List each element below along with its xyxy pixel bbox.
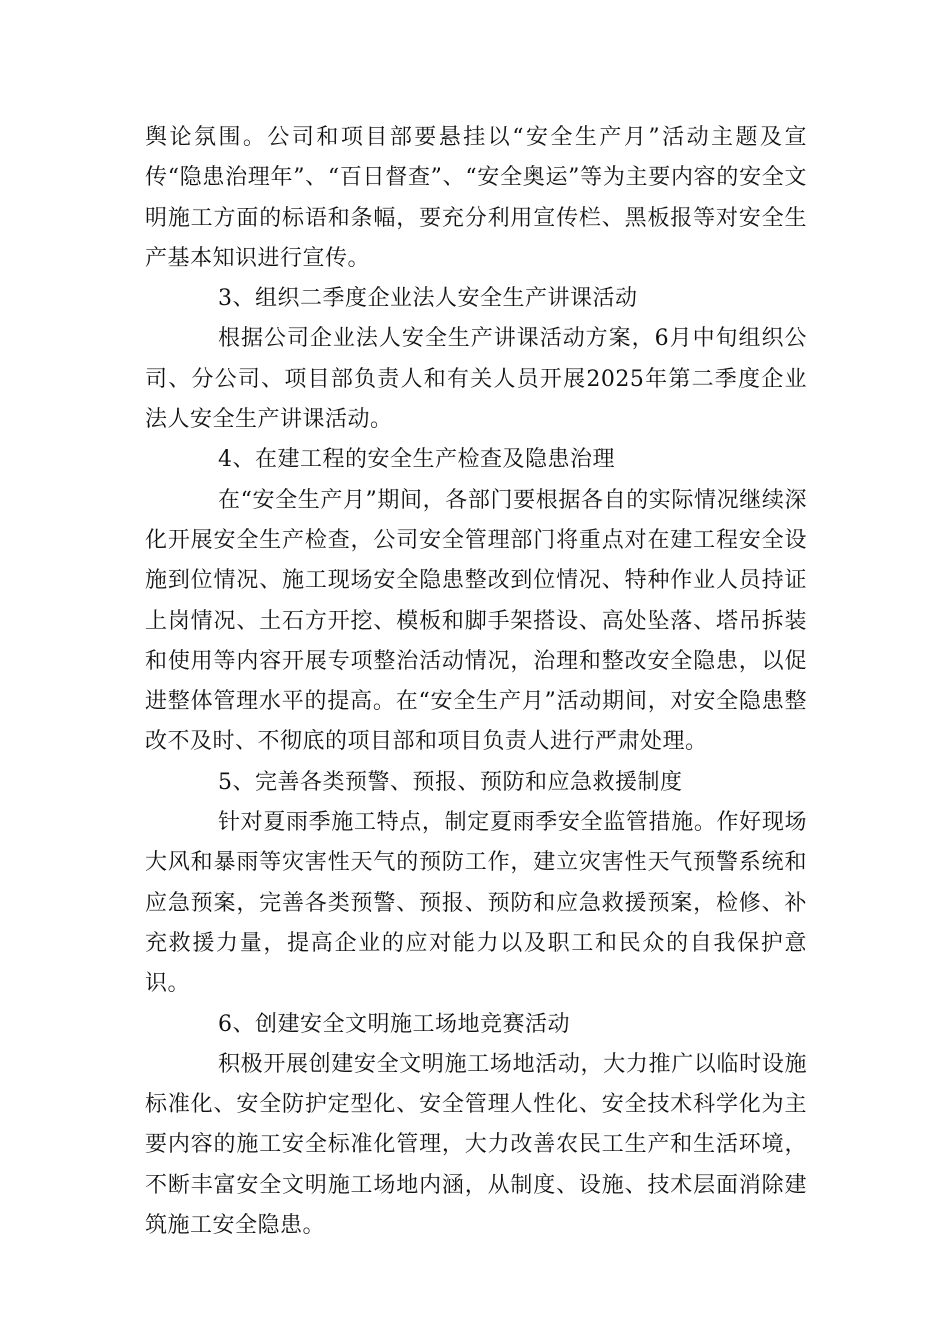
section-heading-3: 3、组织二季度企业法人安全生产讲课活动 xyxy=(218,286,638,312)
document-body xyxy=(145,118,807,1246)
paragraph-section-5: 针对夏雨季施工特点，制定夏雨季安全监管措施。作好现场大风和暴雨等灾害性天气的预防工作，建立灾害性天气预警系统和应急预案，完善各类预警、预报、预防和应急救援预案，检修、补充救援力量，提高企业的应对能力以及职工和民众的自我保护意识。 xyxy=(145,810,807,997)
paragraph-section-3: 根据公司企业法人安全生产讲课活动方案，6月中旬组织公司、分公司、项目部负责人和有关人员开展2025年第二季度企业法人安全生产讲课活动。 xyxy=(145,326,807,433)
section-heading-6: 6、创建安全文明施工场地竞赛活动 xyxy=(218,1011,570,1037)
paragraph-section-4: 在“安全生产月”期间，各部门要根据各自的实际情况继续深化开展安全生产检查，公司安全管理部门将重点对在建工程安全设施到位情况、施工现场安全隐患整改到位情况、特种作业人员持证上岗情况、土石方开挖、模板和脚手架搭设、高处坠落、塔吊拆装和使用等内容开展专项整治活动情况，治理和整改安全隐患，以促进整体管理水平的提高。在“安全生产月”活动期间，对安全隐患整改不及时、不彻底的项目部和项目负责人进行严肃处理。 xyxy=(145,487,807,755)
paragraph-section-6: 积极开展创建安全文明施工场地活动，大力推广以临时设施标准化、安全防护定型化、安全管理人性化、安全技术科学化为主要内容的施工安全标准化管理，大力改善农民工生产和生活环境，不断丰富安全文明施工场地内涵，从制度、设施、技术层面消除建筑施工安全隐患。 xyxy=(145,1051,807,1239)
paragraph-continuation: 舆论氛围。公司和项目部要悬挂以“安全生产月”活动主题及宣传“隐患治理年”、“百日督查”、“安全奥运”等为主要内容的安全文明施工方面的标语和条幅，要充分利用宣传栏、黑板报等对安全生产基本知识进行宣传。 xyxy=(145,125,807,271)
section-heading-5: 5、完善各类预警、预报、预防和应急救援制度 xyxy=(218,769,683,795)
section-heading-4: 4、在建工程的安全生产检查及隐患治理 xyxy=(218,447,615,473)
